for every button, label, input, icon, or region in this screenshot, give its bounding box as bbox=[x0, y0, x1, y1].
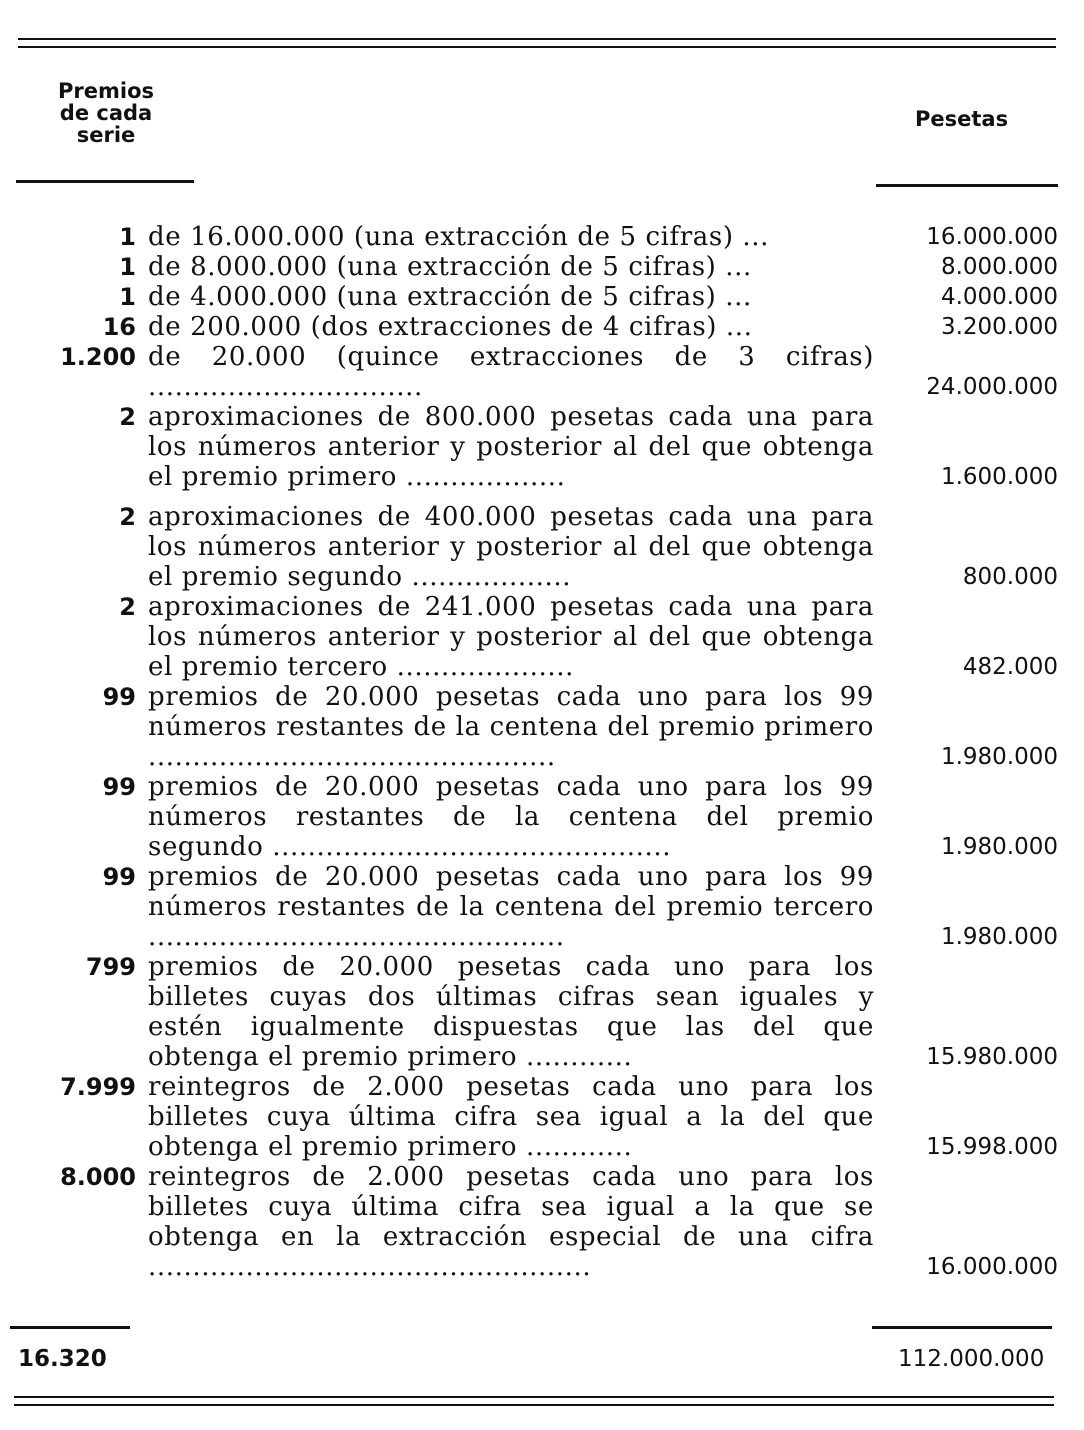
prize-amount: 1.980.000 bbox=[940, 924, 1058, 950]
prize-count: 1.200 bbox=[60, 343, 136, 371]
table-row bbox=[0, 342, 1084, 402]
prize-description: de 200.000 (dos extracciones de 4 cifras) ... bbox=[148, 312, 753, 342]
header-underline-left bbox=[16, 180, 194, 183]
prize-amount: 24.000.000 bbox=[926, 374, 1058, 400]
table-row bbox=[0, 682, 1084, 772]
prize-count: 2 bbox=[119, 593, 136, 621]
prize-amount: 1.600.000 bbox=[940, 464, 1058, 490]
prize-amount: 800.000 bbox=[962, 564, 1058, 590]
prize-amount: 482.000 bbox=[962, 654, 1058, 680]
prize-amount: 16.000.000 bbox=[926, 1254, 1058, 1280]
table-row bbox=[0, 592, 1084, 682]
prize-description: de 16.000.000 (una extracción de 5 cifras) ... bbox=[148, 222, 770, 252]
totals-rule-right bbox=[872, 1326, 1052, 1329]
prize-count: 1 bbox=[119, 223, 136, 251]
total-prize-count: 16.320 bbox=[18, 1346, 107, 1372]
table-row bbox=[0, 1072, 1084, 1162]
prize-amount: 15.998.000 bbox=[926, 1134, 1058, 1160]
header-underline-right bbox=[876, 184, 1058, 187]
prize-description: reintegros de 2.000 pesetas cada uno para los billetes cuya última cifra sea igual a la del que obtenga el premio primero ............ bbox=[148, 1072, 874, 1162]
prize-amount: 4.000.000 bbox=[940, 284, 1058, 310]
prize-count: 7.999 bbox=[60, 1073, 136, 1101]
prize-table bbox=[0, 222, 1084, 1282]
prize-count: 1 bbox=[119, 253, 136, 281]
prize-amount: 15.980.000 bbox=[926, 1044, 1058, 1070]
prize-count: 799 bbox=[85, 953, 136, 981]
prize-description: aproximaciones de 400.000 pesetas cada una para los números anterior y posterior al del que obtenga el premio segundo .................. bbox=[148, 502, 874, 592]
prize-description: reintegros de 2.000 pesetas cada uno para los billetes cuya última cifra sea igual a la que se obtenga en la extracción especial de una cifra .................................................. bbox=[148, 1162, 874, 1282]
prize-amount: 3.200.000 bbox=[940, 314, 1058, 340]
totals-rule-left bbox=[10, 1326, 130, 1329]
prize-count: 99 bbox=[102, 773, 136, 801]
prize-amount: 16.000.000 bbox=[926, 224, 1058, 250]
prize-count: 8.000 bbox=[60, 1163, 136, 1191]
table-row bbox=[0, 252, 1084, 282]
prize-amount: 1.980.000 bbox=[940, 744, 1058, 770]
prize-description: premios de 20.000 pesetas cada uno para los 99 números restantes de la centena del premio tercero ............................................... bbox=[148, 862, 874, 952]
top-double-rule-2 bbox=[18, 46, 1056, 48]
prize-count: 2 bbox=[119, 503, 136, 531]
table-row bbox=[0, 772, 1084, 862]
prize-description: de 8.000.000 (una extracción de 5 cifras) ... bbox=[148, 252, 752, 282]
prize-count: 16 bbox=[102, 313, 136, 341]
prize-description: de 4.000.000 (una extracción de 5 cifras) ... bbox=[148, 282, 752, 312]
prize-description: de 20.000 (quince extracciones de 3 cifras) ............................... bbox=[148, 342, 874, 402]
prize-amount: 1.980.000 bbox=[940, 834, 1058, 860]
prize-description: aproximaciones de 800.000 pesetas cada una para los números anterior y posterior al del que obtenga el premio primero .................. bbox=[148, 402, 874, 492]
table-row bbox=[0, 402, 1084, 492]
prize-description: premios de 20.000 pesetas cada uno para los 99 números restantes de la centena del premio segundo ............................................. bbox=[148, 772, 874, 862]
table-row bbox=[0, 952, 1084, 1072]
prize-count: 99 bbox=[102, 683, 136, 711]
prize-description: premios de 20.000 pesetas cada uno para los 99 números restantes de la centena del premio primero .............................................. bbox=[148, 682, 874, 772]
bottom-double-rule bbox=[14, 1396, 1054, 1398]
prize-count: 2 bbox=[119, 403, 136, 431]
top-double-rule bbox=[18, 38, 1056, 40]
bottom-double-rule-2 bbox=[14, 1404, 1054, 1406]
table-row bbox=[0, 222, 1084, 252]
total-amount: 112.000.000 bbox=[898, 1346, 1045, 1372]
header-pesetas: Pesetas bbox=[915, 107, 1009, 131]
prize-count: 1 bbox=[119, 283, 136, 311]
prize-description: premios de 20.000 pesetas cada uno para los billetes cuyas dos últimas cifras sean iguales y estén igualmente dispuestas que las del que obtenga el premio primero ............ bbox=[148, 952, 874, 1072]
prize-count: 99 bbox=[102, 863, 136, 891]
table-row bbox=[0, 312, 1084, 342]
prize-description: aproximaciones de 241.000 pesetas cada una para los números anterior y posterior al del que obtenga el premio tercero .................... bbox=[148, 592, 874, 682]
header-premios-de-cada-serie: Premios de cada serie bbox=[58, 79, 154, 147]
table-row bbox=[0, 862, 1084, 952]
table-row bbox=[0, 502, 1084, 592]
table-row bbox=[0, 282, 1084, 312]
table-row bbox=[0, 1162, 1084, 1282]
prize-amount: 8.000.000 bbox=[940, 254, 1058, 280]
